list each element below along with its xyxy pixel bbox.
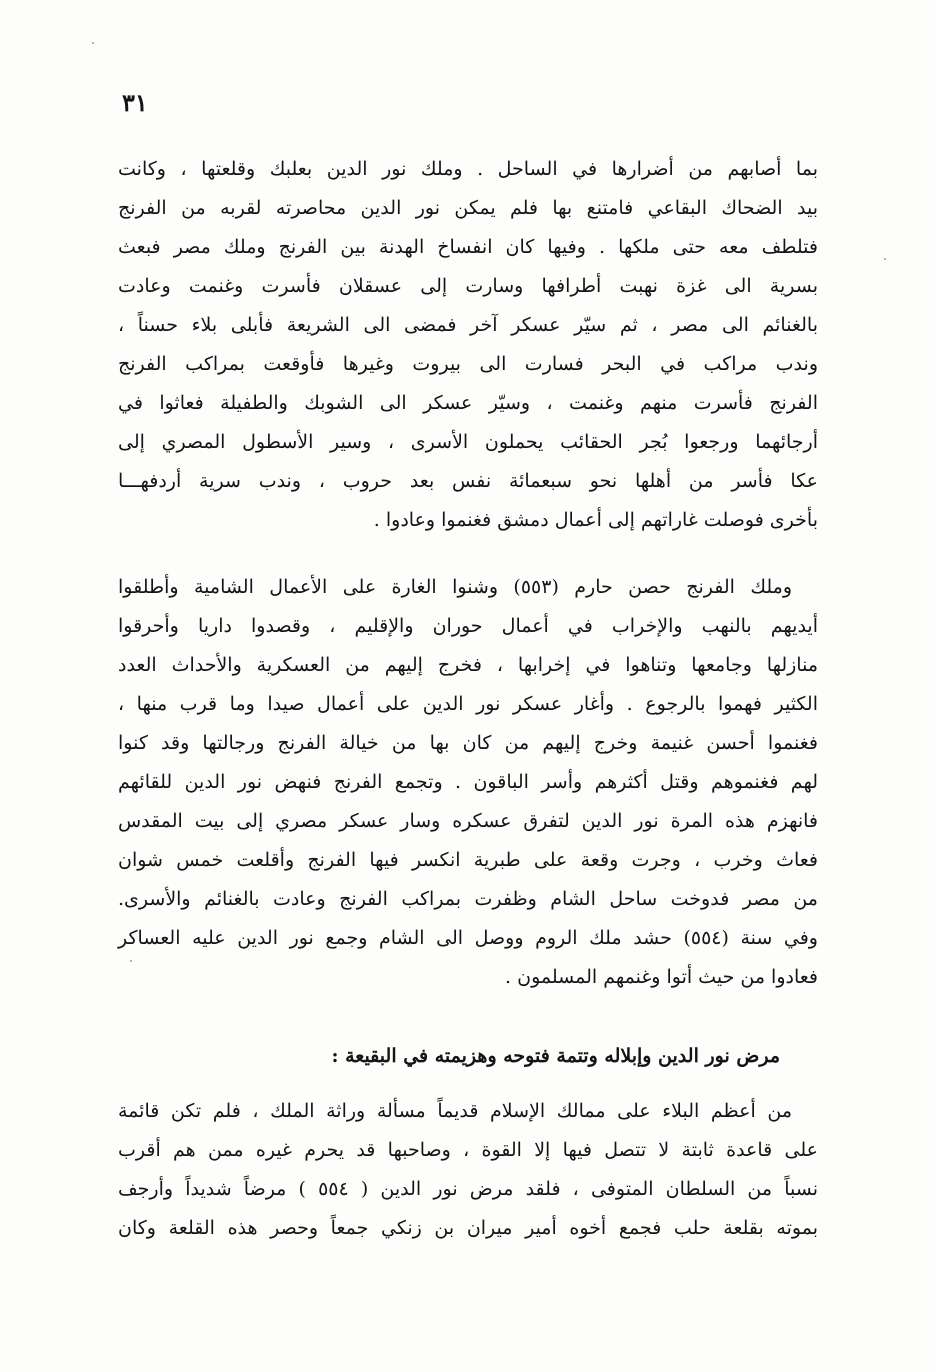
text-line: نسباً من السلطان المتوفى ، فلقد مرض نور الدين ( ٥٥٤ ) مرضاً شديداً وأرجف (118, 1178, 818, 1200)
text-line: وندب مراكب في البحر فسارت الى بيروت وغيرها فأوقعت بمراكب الفرنج (118, 353, 818, 375)
text-line: بسرية الى غزة نهبت أطرافها وسارت إلى عسقلان فأسرت وغنمت وعادت (118, 275, 818, 297)
text-line: فعاث وخرب ، وجرت وقعة على طبرية انكسر فيها الفرنج وأقلعت خمس شوان (118, 849, 818, 871)
paragraph-2 (118, 568, 818, 997)
text-line: عكا فأسر من أهلها نحو سبعمائة نفس بعد حروب ، وندب سرية أردفهـــا (118, 470, 818, 492)
text-line: فغنموا أحسن غنيمة وخرج إليهم من كان بها من خيالة الفرنج ورجالتها وقد كنوا (118, 732, 818, 754)
text-line: على قاعدة ثابتة لا تتصل فيها إلا القوة ، وصاحبها قد يحرم غيره ممن هم أقرب (118, 1139, 818, 1161)
paragraph-3 (118, 1092, 818, 1248)
text-line: أيديهم بالنهب والإخراب في أعمال حوران والإقليم ، وقصدوا داريا وأحرقوا (118, 615, 818, 637)
text-line: بأخرى فوصلت غاراتهم إلى أعمال دمشق فغنموا وعادوا . (373, 509, 818, 531)
text-line: فعادوا من حيث أتوا وغنمهم المسلمون . (505, 966, 818, 988)
scan-speck (92, 42, 94, 44)
scan-speck (884, 258, 886, 260)
text-line: الفرنج فأسرت منهم وغنمت ، وسيّر عسكر الى الشوبك والطفيلة فعاثوا في (118, 392, 818, 414)
page-number: ٣١ (122, 88, 148, 117)
text-line: من أعظم البلاء على ممالك الإسلام قديماً مسألة وراثة الملك ، فلم تكن قائمة (118, 1100, 792, 1122)
section-heading: مرض نور الدين وإبلاله وتتمة فتوحه وهزيمته في البقيعة : (331, 1045, 780, 1067)
paragraph-1 (118, 150, 818, 540)
text-line: بما أصابهم من أضرارها في الساحل . وملك نور الدين بعلبك وقلعتها ، وكانت (118, 158, 818, 180)
text-line: أرجائهما ورجعوا بُجر الحقائب يحملون الأسرى ، وسير الأسطول المصري إلى (118, 431, 818, 453)
text-line: منازلها وجامعها وتناهوا في إخرابها ، فخرج إليهم من العسكرية والأحداث العدد (118, 654, 818, 676)
text-line: الكثير فهموا بالرجوع . وأغار عسكر نور الدين على أعمال صيدا وما قرب منها ، (118, 693, 818, 715)
text-line: فانهزم هذه المرة نور الدين لتفرق عسكره وسار عسكر مصري إلى بيت المقدس (118, 810, 818, 832)
text-line: بيد الضحاك البقاعي فامتنع بها فلم يمكن نور الدين محاصرته لقربه من الفرنج (118, 197, 818, 219)
text-line: لهم فغنموهم وقتل أكثرهم وأسر الباقون . وتجمع الفرنج فنهض نور الدين للقائهم (118, 771, 818, 793)
text-line: وملك الفرنج حصن حارم (٥٥٣) وشنوا الغارة على الأعمال الشامية وأطلقوا (118, 576, 792, 598)
text-line: وفي سنة (٥٥٤) حشد ملك الروم ووصل الى الشام وجمع نور الدين عليه العساكر (118, 927, 818, 949)
text-line: فتلطف معه حتى ملكها . وفيها كان انفساخ الهدنة بين الفرنج وملك مصر فبعث (118, 236, 818, 258)
text-line: بموته بقلعة حلب فجمع أخوه أمير ميران بن زنكي جمعاً وحصر هذه القلعة وكان (118, 1217, 818, 1239)
text-line: من مصر فدوخت ساحل الشام وظفرت بمراكب الفرنج وعادت بالغنائم والأسرى. (118, 888, 818, 910)
text-line: بالغنائم الى مصر ، ثم سيّر عسكر آخر فمضى الى الشريعة فأبلى بلاء حسناً ، (118, 314, 818, 336)
